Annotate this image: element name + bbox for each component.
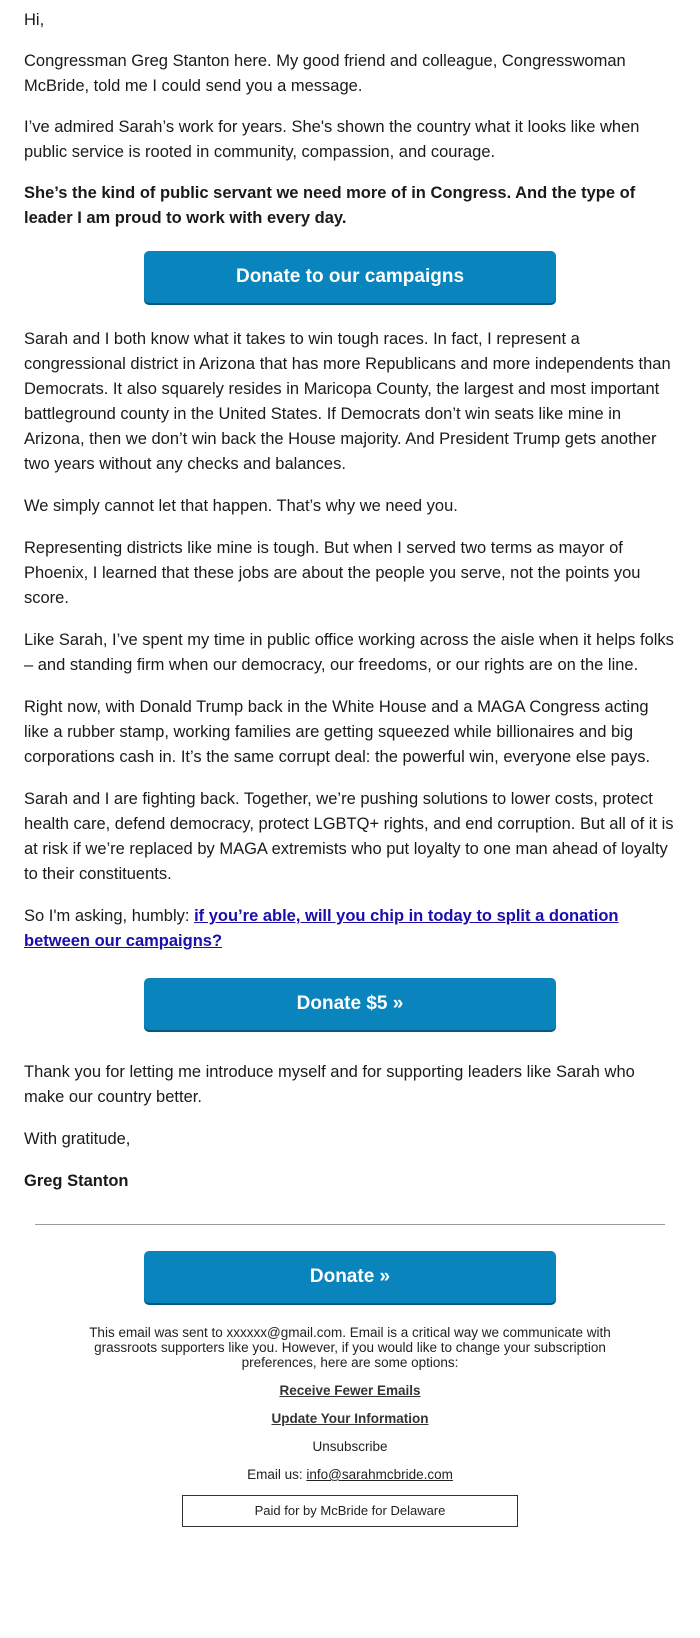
paragraph-fighting: Sarah and I are fighting back. Together, we’re pushing solutions to lower costs, protect health care, defend democracy, protect LGBTQ+ rights, and end corruption. But all of it is at risk if we’re replaced by MAGA extremists who put loyalty to one man ahead of loyalty to their constituents.	[24, 790, 674, 883]
paragraph-rightnow: Right now, with Donald Trump back in the White House and a MAGA Congress acting like a rubber stamp, working families are getting squeezed while billionaires and big corporations cash in. It’s the same corrupt deal: the powerful win, everyone else pays.	[24, 698, 651, 766]
paragraph-cannot: We simply cannot let that happen. That’s why we need you.	[24, 497, 458, 515]
donate-five-button[interactable]: Donate $5 »	[144, 978, 556, 1030]
donate-button[interactable]: Donate »	[144, 1251, 556, 1303]
footer	[70, 1325, 630, 1482]
email-label: Email us:	[247, 1467, 307, 1482]
footer-notice: This email was sent to xxxxxx@gmail.com. Email is a critical way we communicate with grassroots supporters like you. However, if you would like to change your subscription preferences, here are some options:	[89, 1325, 611, 1370]
greeting: Hi,	[24, 11, 45, 29]
paid-for-disclaimer: Paid for by McBride for Delaware	[182, 1495, 518, 1527]
receive-fewer-emails-link[interactable]: Receive Fewer Emails	[279, 1383, 421, 1398]
paragraph-intro: Congressman Greg Stanton here. My good friend and colleague, Congresswoman McBride, told me I could send you a message.	[24, 52, 626, 95]
unsubscribe-link[interactable]: Unsubscribe	[312, 1439, 388, 1454]
divider	[35, 1224, 665, 1225]
email-us	[70, 1467, 630, 1482]
closing: With gratitude,	[24, 1130, 131, 1148]
paragraph-asking	[24, 904, 676, 954]
email-address-link[interactable]: info@sarahmcbride.com	[306, 1467, 453, 1482]
paragraph-admire: I’ve admired Sarah’s work for years. She's shown the country what it looks like when public service is rooted in community, compassion, and courage.	[24, 118, 640, 161]
paragraph-aisle: Like Sarah, I’ve spent my time in public office working across the aisle when it helps folks – and standing firm when our democracy, our freedoms, or our rights are on the line.	[24, 631, 674, 674]
update-information-link[interactable]: Update Your Information	[271, 1411, 429, 1426]
signature: Greg Stanton	[24, 1172, 129, 1190]
paragraph-bold: She’s the kind of public servant we need more of in Congress. And the type of leader I am proud to work with every day.	[24, 184, 636, 227]
asking-prefix: So I'm asking, humbly:	[24, 907, 195, 925]
paragraph-races: Sarah and I both know what it takes to win tough races. In fact, I represent a congressional district in Arizona that has more Republicans and more independents than Democrats. It also squarely resides in Maricopa County, the largest and most important battleground county in the United States. If Democrats don’t win seats like mine in Arizona, then we don’t win back the House majority. And President Trump gets another two years without any checks and balances.	[24, 330, 671, 473]
donate-campaigns-button[interactable]: Donate to our campaigns	[144, 251, 556, 303]
chip-in-link[interactable]: if you’re able, will you chip in today to split a donation between our campaigns?	[24, 907, 619, 950]
paragraph-districts: Representing districts like mine is tough. But when I served two terms as mayor of Phoenix, I learned that these jobs are about the people you serve, not the points you score.	[24, 539, 641, 607]
paragraph-thanks: Thank you for letting me introduce myself and for supporting leaders like Sarah who make our country better.	[24, 1063, 635, 1106]
